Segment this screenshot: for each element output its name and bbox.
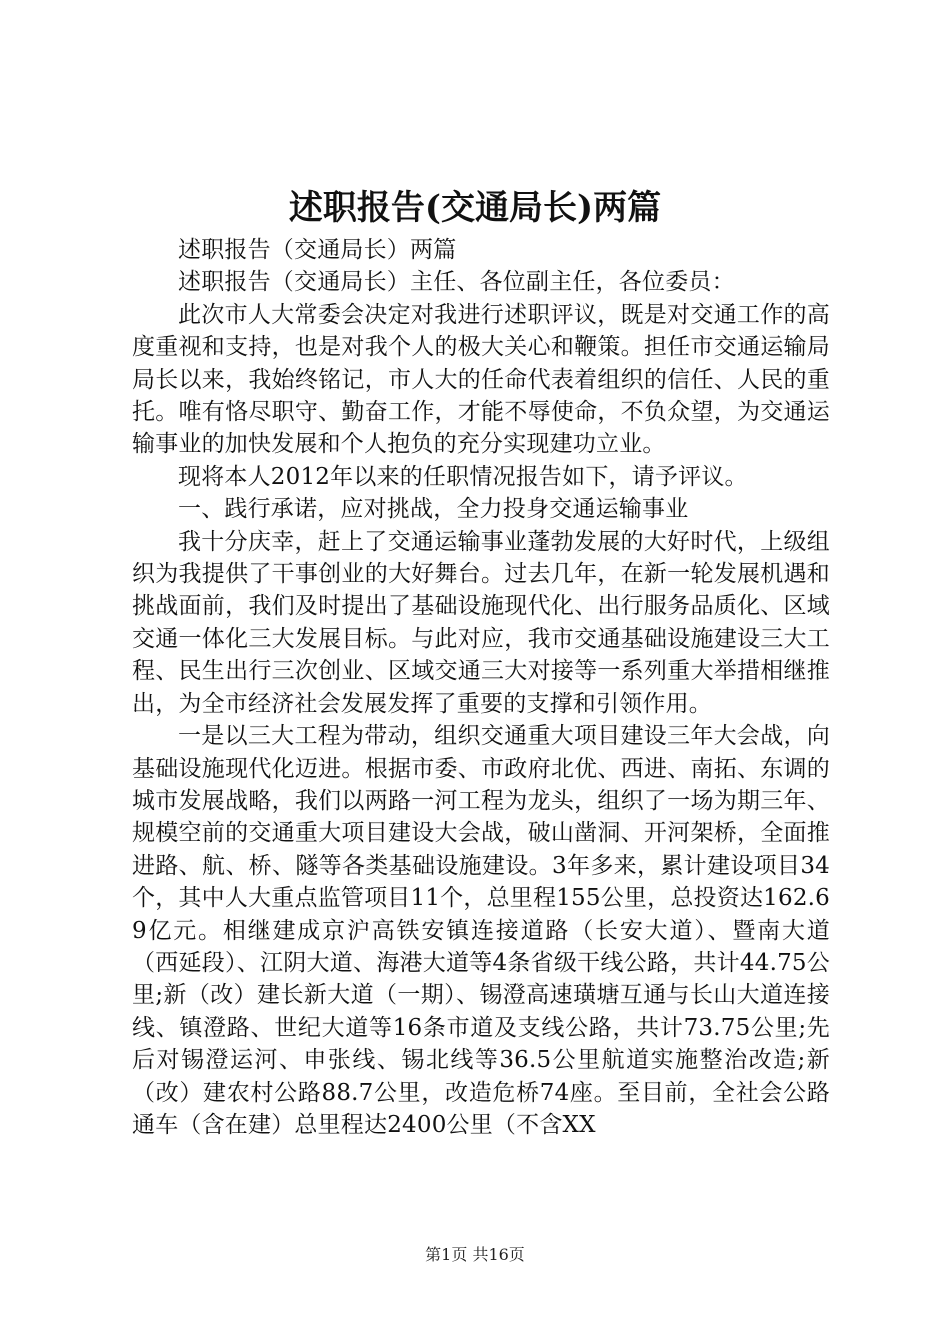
paragraph-intro: 此次市人大常委会决定对我进行述职评议，既是对交通工作的高度重视和支持，也是对我个人的极大关心和鞭策。担任市交通运输局局长以来，我始终铭记，市人大的任命代表着组织的信任、人民的重托。唯有恪尽职守、勤奋工作，才能不辱使命，不负众望，为交通运输事业的加快发展和个人抱负的充分实现建功立业。 <box>132 301 830 458</box>
document-title: 述职报告(交通局长)两篇 <box>288 188 662 228</box>
document-body <box>132 234 830 1141</box>
paragraph-salutation: 述职报告（交通局长）主任、各位副主任，各位委员： <box>178 269 735 296</box>
paragraph-era: 我十分庆幸，赶上了交通运输事业蓬勃发展的大好时代，上级组织为我提供了干事创业的大好舞台。过去几年，在新一轮发展机遇和挑战面前，我们及时提出了基础设施现代化、出行服务品质化、区域交通一体化三大发展目标。与此对应，我市交通基础设施建设三大工程、民生出行三次创业、区域交通三大对接等一系列重大举措相继推出，为全市经济社会发展发挥了重要的支撑和引领作用。 <box>132 528 830 717</box>
page-number: 第1页 共16页 <box>425 1245 525 1264</box>
section-heading-1: 一、践行承诺，应对挑战，全力投身交通运输事业 <box>178 496 689 523</box>
paragraph-report-notice: 现将本人2012年以来的任职情况报告如下，请予评议。 <box>178 463 748 490</box>
paragraph-projects: 一是以三大工程为带动，组织交通重大项目建设三年大会战，向基础设施现代化迈进。根据市委、市政府北优、西进、南拓、东调的城市发展战略，我们以两路一河工程为龙头，组织了一场为期三年、规模空前的交通重大项目建设大会战，破山凿洞、开河架桥，全面推进路、航、桥、隧等各类基础设施建设。3年多来，累计建设项目34个，其中人大重点监管项目11个，总里程155公里，总投资达162.69亿元。相继建成京沪高铁安镇连接道路（长安大道）、暨南大道（西延段）、江阴大道、海港大道等4条省级干线公路，共计44.75公里;新（改）建长新大道（一期）、锡澄高速璜塘互通与长山大道连接线、镇澄路、世纪大道等16条市道及支线公路，共计73.75公里;先后对锡澄运河、申张线、锡北线等36.5公里航道实施整治改造;新（改）建农村公路88.7公里，改造危桥74座。至目前，全社会公路通车（含在建）总里程达2400公里（不含XX <box>132 723 830 1138</box>
paragraph-heading-repeat: 述职报告（交通局长）两篇 <box>178 237 457 263</box>
